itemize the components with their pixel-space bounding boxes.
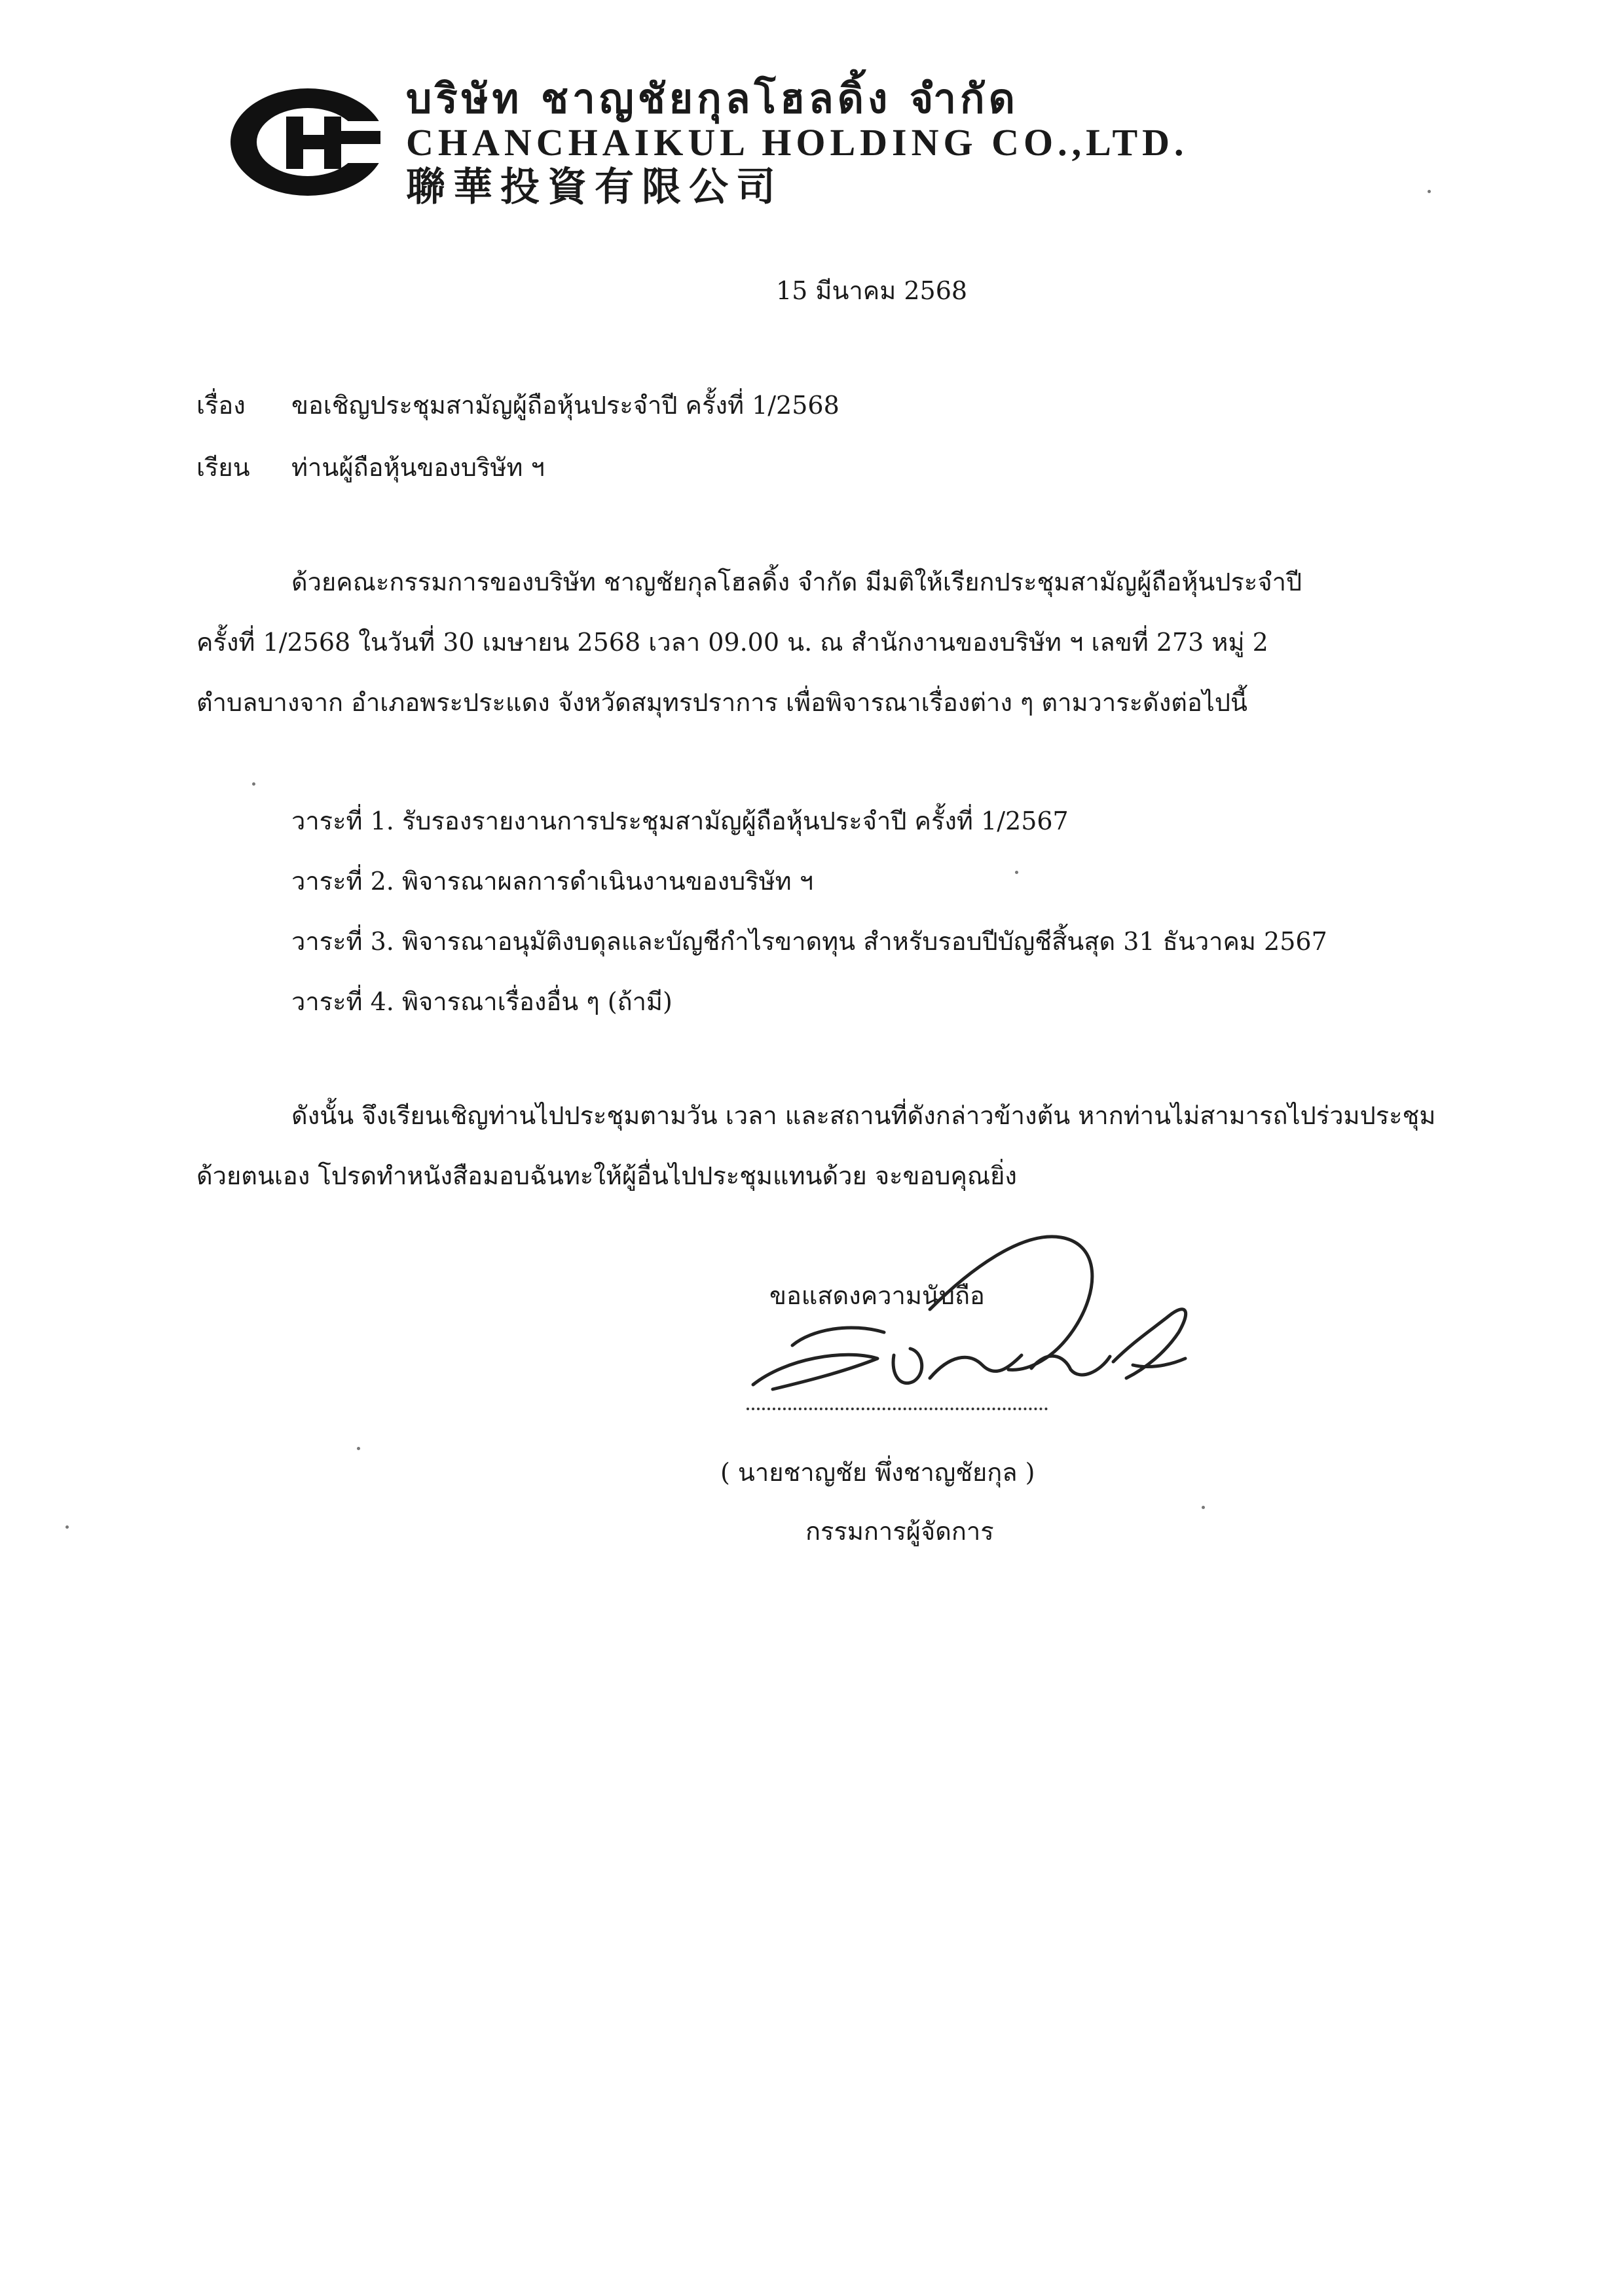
- company-name-thai: บริษัท ชาญชัยกุลโฮลดิ้ง จำกัด: [406, 75, 1019, 122]
- scan-speck: [65, 1525, 69, 1529]
- paragraph-line: ตำบลบางจาก อำเภอพระประแดง จังหวัดสมุทรปราการ เพื่อพิจารณาเรื่องต่าง ๆ ตามวาระดังต่อไปนี้: [196, 688, 1247, 717]
- signatory-title: กรรมการผู้จัดการ: [805, 1517, 994, 1546]
- agenda-list: [291, 805, 1327, 1046]
- agenda-item: วาระที่ 2. พิจารณาผลการดำเนินงานของบริษัท ฯ: [291, 867, 814, 896]
- recipient-label: เรียน: [196, 453, 250, 482]
- body-paragraph-2: [196, 1100, 1441, 1220]
- company-name-english: CHANCHAIKUL HOLDING CO.,LTD.: [406, 121, 1189, 164]
- body-paragraph-1: [196, 566, 1414, 747]
- scan-speck: [252, 782, 255, 786]
- paragraph-line: ด้วยตนเอง โปรดทำหนังสือมอบฉันทะให้ผู้อื่นไปประชุมแทนด้วย จะขอบคุณยิ่ง: [196, 1161, 1017, 1190]
- recipient-text: ท่านผู้ถือหุ้นของบริษัท ฯ: [291, 453, 545, 482]
- paragraph-line: ด้วยคณะกรรมการของบริษัท ชาญชัยกุลโฮลดิ้ง จำกัด มีมติให้เรียกประชุมสามัญผู้ถือหุ้นประจำปี: [291, 568, 1302, 596]
- company-names: [406, 75, 1189, 211]
- scan-speck: [1202, 1506, 1205, 1509]
- scan-speck: [357, 1447, 360, 1450]
- signature-line: [747, 1408, 1048, 1410]
- scan-speck: [1428, 190, 1431, 193]
- chanchaikul-logo: [226, 85, 390, 200]
- closing-text: ขอแสดงความนับถือ: [769, 1281, 985, 1310]
- company-name-chinese: 聯華投資有限公司: [406, 164, 783, 210]
- paragraph-line: ดังนั้น จึงเรียนเชิญท่านไปประชุมตามวัน เวลา และสถานที่ดังกล่าวข้างต้น หากท่านไม่สามารถไปร่วมประชุม: [291, 1101, 1436, 1130]
- letter-date: 15 มีนาคม 2568: [776, 276, 968, 305]
- letterhead: [226, 75, 1405, 216]
- subject-text: ขอเชิญประชุมสามัญผู้ถือหุ้นประจำปี ครั้งที่ 1/2568: [291, 391, 840, 420]
- paragraph-line: ครั้งที่ 1/2568 ในวันที่ 30 เมษายน 2568 เวลา 09.00 น. ณ สำนักงานของบริษัท ฯ เลขที่ 273 หมู่ 2: [196, 628, 1268, 657]
- agenda-item: วาระที่ 3. พิจารณาอนุมัติงบดุลและบัญชีกำไรขาดทุน สำหรับรอบปีบัญชีสิ้นสุด 31 ธันวาคม 2567: [291, 927, 1327, 956]
- agenda-item: วาระที่ 1. รับรองรายงานการประชุมสามัญผู้ถือหุ้นประจำปี ครั้งที่ 1/2567: [291, 807, 1069, 835]
- signatory-name: ( นายชาญชัย พึ่งชาญชัยกุล ): [720, 1458, 1035, 1487]
- scan-speck: [1015, 871, 1018, 874]
- agenda-item: วาระที่ 4. พิจารณาเรื่องอื่น ๆ (ถ้ามี): [291, 987, 673, 1016]
- handwritten-signature: [733, 1218, 1205, 1427]
- subject-label: เรื่อง: [196, 391, 246, 420]
